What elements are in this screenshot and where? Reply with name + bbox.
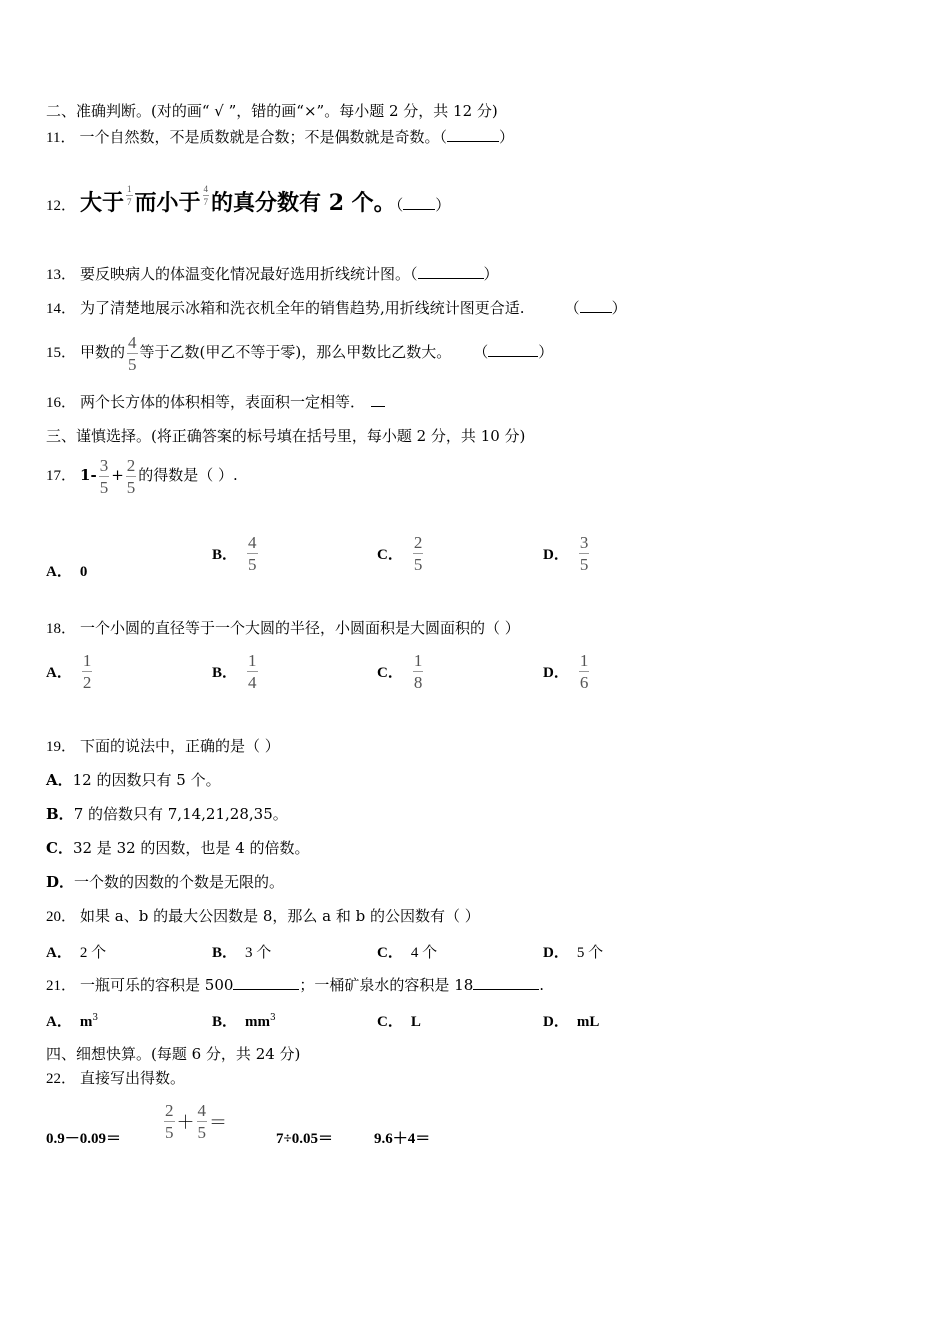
question-text: 的得数是（ ）. xyxy=(138,466,238,484)
question-17 xyxy=(46,450,238,501)
question-number: 19． xyxy=(46,739,77,755)
answer-blank[interactable] xyxy=(447,141,499,142)
question-21 xyxy=(46,975,544,996)
answer-blank[interactable] xyxy=(371,406,385,407)
question-20 xyxy=(46,906,480,927)
expression-start: 1- xyxy=(80,466,97,484)
question-text-pre: 甲数的 xyxy=(80,343,126,361)
question-number: 14． xyxy=(46,301,77,317)
calc-expression-4: 9.6＋4＝ xyxy=(374,1131,431,1147)
q17-option-c[interactable]: C． $\frac{2}{5}$ xyxy=(377,533,423,574)
q18-option-d[interactable]: D． $\frac{1}{6}$ xyxy=(543,651,589,692)
answer-blank[interactable] xyxy=(580,312,612,313)
q19-option-b[interactable]: B．7 的倍数只有 7,14,21,28,35。 xyxy=(46,805,288,823)
q17-option-b[interactable]: B． $\frac{4}{5}$ xyxy=(212,533,257,574)
q21-option-b[interactable]: B． $mm^3$ xyxy=(212,1013,276,1030)
question-13 xyxy=(46,264,499,285)
q17-option-a[interactable]: A． 0 xyxy=(46,564,88,580)
fraction: $\frac{1}{8}$ xyxy=(413,651,423,692)
q20-option-d[interactable]: D． 5 个 xyxy=(543,945,604,961)
q20-option-c[interactable]: C． 4 个 xyxy=(377,945,438,961)
bracket-open: （ xyxy=(473,343,489,361)
question-text-post: . xyxy=(539,976,545,994)
question-text-mid: ；一桶矿泉水的容积是 18 xyxy=(299,976,474,994)
q20-option-b[interactable]: B． 3 个 xyxy=(212,945,272,961)
question-11 xyxy=(46,127,514,148)
question-number: 15． xyxy=(46,345,77,361)
question-text: 下面的说法中，正确的是（ ） xyxy=(80,737,280,755)
answer-blank[interactable] xyxy=(403,209,435,210)
question-text: 一个自然数，不是质数就是合数；不是偶数就是奇数。（ xyxy=(79,128,447,146)
fraction-2-5: $\frac{2}{5}$ xyxy=(126,455,136,497)
question-18 xyxy=(46,618,520,639)
fraction: $\frac{2}{5}$ xyxy=(413,533,423,574)
fraction-1-7: $\frac{1}{7}$ xyxy=(127,184,132,207)
q20-option-a[interactable]: A． 2 个 xyxy=(46,945,107,961)
question-text: 直接写出得数。 xyxy=(80,1069,186,1087)
question-number: 12． xyxy=(46,198,77,214)
answer-blank-1[interactable] xyxy=(233,989,299,990)
q19-option-d[interactable]: D．一个数的因数的个数是无限的。 xyxy=(46,873,285,891)
answer-blank[interactable] xyxy=(418,278,484,279)
answer-blank-2[interactable] xyxy=(473,989,539,990)
bracket-close: ） xyxy=(483,265,499,283)
section-4-title: 四、细想快算。(每题 6 分，共 24 分) xyxy=(46,1045,301,1063)
question-number: 11． xyxy=(46,130,76,146)
section-2-title: 二、准确判断。(对的画“ √ ”，错的画“×”。每小题 2 分，共 12 分) xyxy=(46,102,498,120)
bracket-close: ） xyxy=(498,128,514,146)
fraction: $\frac{4}{5}$ xyxy=(248,533,257,574)
question-text: 要反映病人的体温变化情况最好选用折线统计图。（ xyxy=(80,265,418,283)
bracket-open: （ xyxy=(564,299,580,317)
question-number: 17． xyxy=(46,468,77,484)
question-number: 13． xyxy=(46,267,77,283)
q21-option-c[interactable]: C． L xyxy=(377,1014,421,1030)
q21-option-d[interactable]: D． mL xyxy=(543,1014,600,1030)
question-22 xyxy=(46,1068,185,1089)
question-text-post: 等于乙数(甲乙不等于零)，那么甲数比乙数大。 xyxy=(139,343,452,361)
question-text-mid: 而小于 xyxy=(134,190,201,216)
fraction-2-5: $\frac{2}{5}$ xyxy=(165,1101,174,1142)
calc-expression-1: 0.9－0.09＝ xyxy=(46,1131,122,1147)
bracket-close: ） xyxy=(435,196,451,214)
bracket-close: ） xyxy=(611,299,627,317)
question-number: 21． xyxy=(46,978,77,994)
question-text-pre: 大于 xyxy=(80,190,125,216)
question-text: 为了清楚地展示冰箱和洗衣机全年的销售趋势,用折线统计图更合适. xyxy=(80,299,525,317)
question-12 xyxy=(46,178,450,231)
q17-option-d[interactable]: D． $\frac{3}{5}$ xyxy=(543,533,589,574)
bracket-open: （ xyxy=(395,196,404,214)
answer-blank[interactable] xyxy=(488,356,538,357)
q19-option-a[interactable]: A．12 的因数只有 5 个。 xyxy=(46,771,221,789)
q18-option-a[interactable]: A． $\frac{1}{2}$ xyxy=(46,651,92,692)
fraction-4-5: $\frac{4}{5}$ xyxy=(197,1101,206,1142)
fraction: $\frac{1}{6}$ xyxy=(579,651,589,692)
question-number: 22． xyxy=(46,1071,77,1087)
question-number: 18． xyxy=(46,621,77,637)
plus-sign: + xyxy=(111,466,124,484)
question-text-pre: 一瓶可乐的容积是 500 xyxy=(80,976,234,994)
fraction: $\frac{1}{4}$ xyxy=(248,651,257,692)
fraction-3-5: $\frac{3}{5}$ xyxy=(99,455,109,497)
question-16 xyxy=(46,392,385,413)
question-number: 20． xyxy=(46,909,77,925)
q18-option-c[interactable]: C． $\frac{1}{8}$ xyxy=(377,651,423,692)
question-text: 如果 a、b 的最大公因数是 8，那么 a 和 b 的公因数有（ ） xyxy=(80,907,480,925)
question-19 xyxy=(46,736,280,757)
calc-expression-3: 7÷0.05＝ xyxy=(276,1131,333,1147)
plus-sign: ＋ xyxy=(176,1112,195,1134)
equals-sign: ＝ xyxy=(209,1112,227,1134)
question-text: 两个长方体的体积相等，表面积一定相等． xyxy=(80,393,366,411)
q18-option-b[interactable]: B． $\frac{1}{4}$ xyxy=(212,651,257,692)
question-15 xyxy=(46,330,553,375)
question-14 xyxy=(46,298,627,319)
fraction-4-5: $\frac{4}{5}$ xyxy=(128,332,137,374)
q19-option-c[interactable]: C．32 是 32 的因数，也是 4 的倍数。 xyxy=(46,839,310,857)
section-3-title: 三、谨慎选择。(将正确答案的标号填在括号里，每小题 2 分，共 10 分) xyxy=(46,427,526,445)
bracket-close: ） xyxy=(538,343,554,361)
question-text: 一个小圆的直径等于一个大圆的半径，小圆面积是大圆面积的（ ） xyxy=(80,619,520,637)
fraction-4-7: $\frac{4}{7}$ xyxy=(203,184,209,207)
question-text-post: 的真分数有 2 个。 xyxy=(211,190,396,216)
fraction: $\frac{3}{5}$ xyxy=(579,533,589,574)
fraction: $\frac{1}{2}$ xyxy=(82,651,92,692)
question-number: 16． xyxy=(46,395,77,411)
q21-option-a[interactable]: A． $m^3$ xyxy=(46,1013,99,1030)
calc-expression-2 xyxy=(162,1102,227,1141)
